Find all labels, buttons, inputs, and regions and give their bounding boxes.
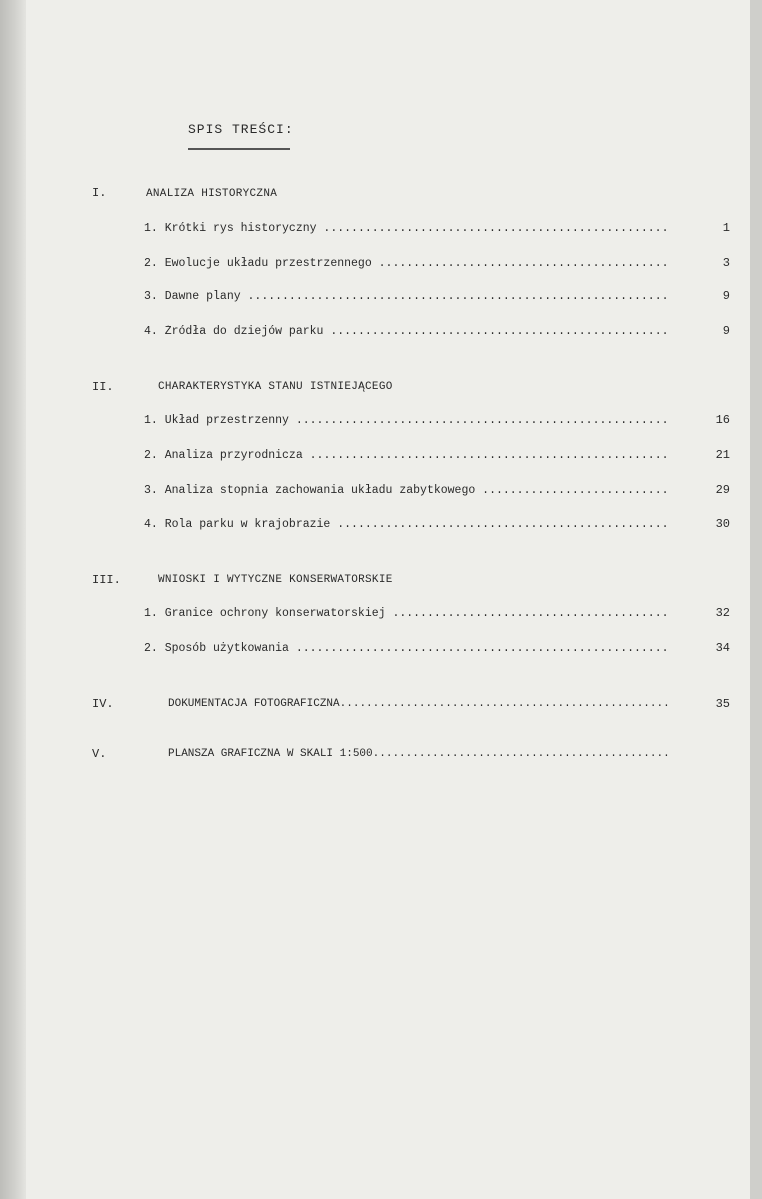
- toc-entry: DOKUMENTACJA FOTOGRAFICZNA .....: [168, 698, 668, 710]
- toc-entry: 1. Układ przestrzenny .....: [144, 414, 668, 427]
- section-number: V.: [92, 747, 107, 761]
- toc-entry: 4. Rola parku w krajobrazie .....: [144, 518, 668, 531]
- page-edge: [750, 0, 762, 1199]
- section-number: II.: [92, 380, 114, 394]
- section-title: ANALIZA HISTORYCZNA: [146, 188, 278, 200]
- page-number: 1: [722, 221, 730, 235]
- page-number: 32: [715, 606, 730, 620]
- toc-entry: 3. Dawne plany .....: [144, 290, 668, 303]
- toc-entry: 4. Źródła do dziejów parku .....: [144, 325, 668, 338]
- document-page: [26, 0, 762, 1199]
- toc-entry: PLANSZA GRAFICZNA W SKALI 1:500 .....: [168, 748, 668, 760]
- page-title: SPIS TREŚCI:: [188, 122, 294, 137]
- toc-entry: 3. Analiza stopnia zachowania układu zabytkowego .....: [144, 484, 668, 497]
- toc-entry: 1. Granice ochrony konserwatorskiej .....: [144, 607, 668, 620]
- section-number: III.: [92, 573, 121, 587]
- section-number: IV.: [92, 697, 114, 711]
- toc-entry: 2. Analiza przyrodnicza .....: [144, 449, 668, 462]
- page-number: 21: [715, 448, 730, 462]
- page-number: 3: [722, 256, 730, 270]
- page-number: 9: [722, 324, 730, 338]
- section-number: I.: [92, 186, 107, 200]
- page-number: 30: [715, 517, 730, 531]
- toc-entry: 2. Ewolucje układu przestrzennego .....: [144, 257, 668, 270]
- section-title: WNIOSKI I WYTYCZNE KONSERWATORSKIE: [158, 574, 393, 586]
- page-number: 35: [715, 697, 730, 711]
- binding-shadow: [0, 0, 26, 1199]
- page-number: 29: [715, 483, 730, 497]
- section-title: CHARAKTERYSTYKA STANU ISTNIEJĄCEGO: [158, 381, 393, 393]
- title-underline: [188, 148, 290, 150]
- page-number: 9: [722, 289, 730, 303]
- page-number: 34: [715, 641, 730, 655]
- page-number: 16: [715, 413, 730, 427]
- toc-entry: 1. Krótki rys historyczny .....: [144, 222, 668, 235]
- toc-entry: 2. Sposób użytkowania .....: [144, 642, 668, 655]
